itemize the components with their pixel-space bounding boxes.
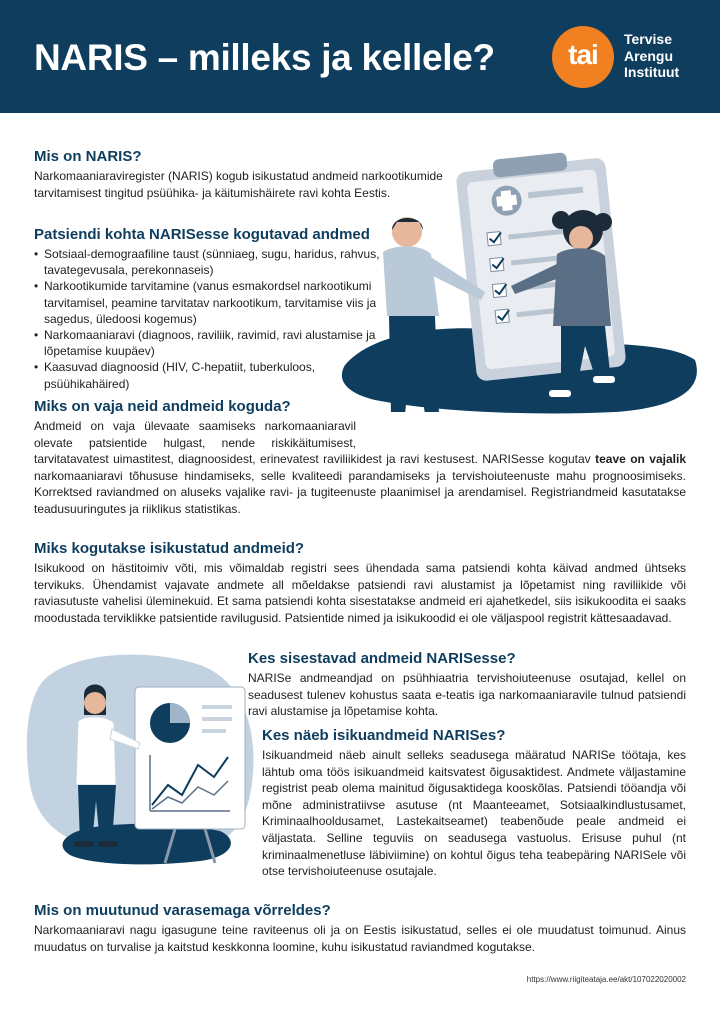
section-collected-data [34, 226, 389, 392]
section-heading: Miks on vaja neid andmeid koguda? [34, 398, 291, 415]
presenter-chart-illustration [20, 645, 260, 880]
text-emphasis: teave on vajalik [595, 452, 686, 467]
logo-line-2: Arengu [624, 47, 673, 64]
section-text: Isikukood on hästitoimiv võti, mis võimaldab registri sees ühendada sama patsiendi kohta käivad andmed ühtseks tervikuks. Ühendamist vajavate andmete all mõeldakse patsiendi ravi alustamist ja lõpetamist ning raviliikide või raviasutuste vahelisi üleminekuid. Et sama patsiendi kohta sisestatakse andmeid eri ajahetkedel, siis isikukoodita ei saaks moodustada terviklikke patsientide ravilugusid. Patsientide nimed ja isikukoodid ei ole väljaspool registrit kättesaadavad. [34, 561, 686, 625]
section-why-collect [34, 398, 686, 518]
logo-line-1: Tervise [624, 31, 672, 47]
text-part-2: narkomaaniaravi tõhususe hindamiseks, selle kvaliteedi parandamiseks ja tervishoiuteenuste mahu prognoosimiseks. Korrektsed raviandmed on aluseks vajalike ravi- ja tugiteenuste plaanimisel ja arendamisel. Registriandmeid kasutatakse teadusuuringutes ja riiklikus statistikas. [34, 468, 686, 516]
section-heading: Patsiendi kohta NARISesse kogutavad andmed [34, 226, 370, 243]
section-text: Narkomaaniaraviregister (NARIS) kogub isikustatud andmeid narkootikumide tarvitamisest tingitud psüühika- ja käitumishäirete ravi kohta Eestis. [34, 169, 443, 200]
source-link[interactable]: https://www.riigiteataja.ee/akt/107022020002 [526, 975, 686, 984]
section-heading: Kes sisestavad andmeid NARISesse? [248, 650, 516, 667]
list-item: • Narkootikumide tarvitamine (vanus esmakordsel narkootikumi tarvitamisel, peamine tarvitatav narkootikum, tarvitamise viis ja sagedus, üledoosi kogemus) [34, 278, 389, 327]
section-what-is-naris [34, 148, 444, 201]
section-heading: Mis on muutunud varasemaga võrreldes? [34, 902, 331, 919]
section-who-enters [248, 650, 686, 720]
section-text: Narkomaaniaravi nagu igasugune teine raviteenus oli ja on Eestis isikustatud, selles ei ole muudatust toimunud. Ainus muudatus on turvalise ja kaitstud keskkonna loomine, kuhu isikustatud raviandmed kogutakse. [34, 923, 686, 954]
logo-text [624, 31, 679, 81]
section-heading: Kes näeb isikuandmeid NARISes? [262, 727, 506, 744]
logo-line-3: Instituut [624, 64, 680, 80]
section-heading: Mis on NARIS? [34, 148, 142, 165]
logo-mark: tai [568, 39, 598, 70]
section-what-changed [34, 902, 686, 955]
list-item: • Kaasuvad diagnoosid (HIV, C-hepatiit, tuberkuloos, psüühikahäired) [34, 359, 389, 391]
illustration-spacer [356, 398, 686, 450]
tai-logo [552, 26, 702, 88]
section-why-personal [34, 540, 686, 626]
section-text: NARISe andmeandjad on psühhiaatria tervishoiuteenuse osutajad, kellel on seadusest tulenev kohustus saata e-teatis iga narkomaaniaravile tulnud patsiendi ravi alustamise ja lõpetamise kohta. [248, 671, 686, 719]
list-item: • Sotsiaal-demograafiline taust (sünniaeg, sugu, haridus, rahvus, tavategevusala, perekonnaseis) [34, 246, 389, 278]
page-title: NARIS – milleks ja kellele? [34, 37, 495, 78]
section-text: Isikuandmeid näeb ainult selleks seadusega määratud NARISe töötaja, kes lähtub oma töös isikuandmeid kaitsvatest õigusaktidest. Andmete väljastamine registrist peab olema mainitud õigusaktidega kooskõlas. Patsiendi tööandja või mõne administratiivse asutuse (nt Maanteeamet, Sotsiaalkindlustusamet, Kriminaalhooldusamet, Lastekaitseamet) teabenõude peale andmeid ei väljastata. Selline teguviis on seadusega vastuolus. Erisuse puhul (nt kriminaalmenetluse läbiviimine) on kohtul õigus teha teabepäring NARISele või otse tervishoiuteenuse osutajale. [262, 748, 686, 879]
section-who-sees [262, 727, 686, 880]
section-heading: Miks kogutakse isikustatud andmeid? [34, 540, 305, 557]
collected-data-list [34, 246, 389, 392]
list-item: • Narkomaaniaravi (diagnoos, raviliik, ravimid, ravi alustamise ja lõpetamise kuupäev) [34, 327, 389, 359]
page-header [0, 0, 720, 113]
text-part-1: Andmeid on vaja ülevaate saamiseks narkomaaniaravil olevate patsientide hulgast, nende riskikäitumisest, tarvitatavatest uimastitest, diagnoosidest, erinevatest raviliikidest ja ravi kestusest. NARISesse kogutav [34, 419, 591, 467]
